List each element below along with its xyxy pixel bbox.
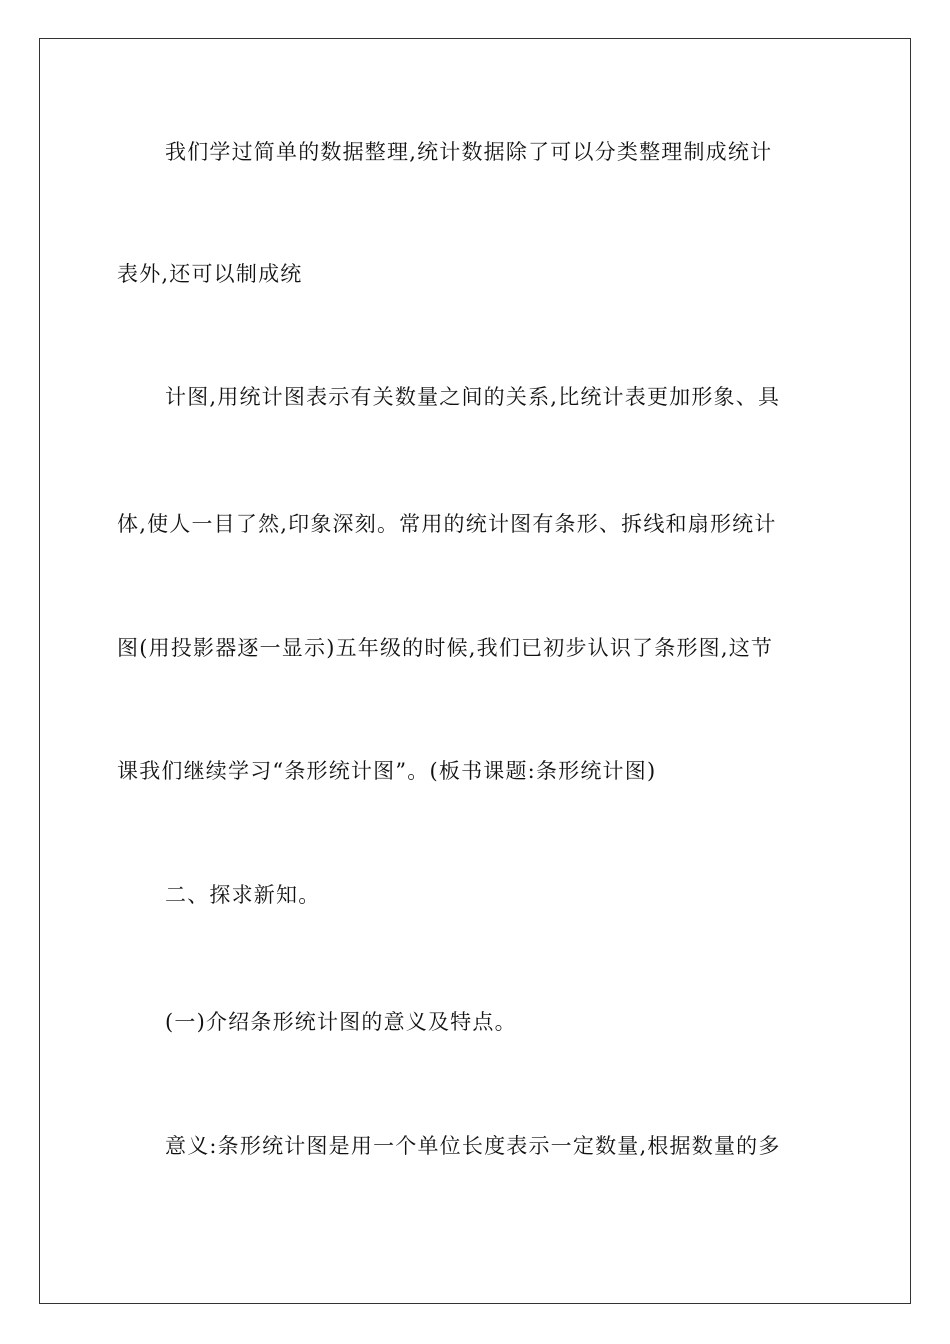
paragraph-line-9: 意义:条形统计图是用一个单位长度表示一定数量,根据数量的多 [165, 1134, 781, 1158]
paragraph-line-4: 体,使人一目了然,印象深刻。常用的统计图有条形、拆线和扇形统计 [117, 512, 777, 536]
subsection-heading: (一)介绍条形统计图的意义及特点。 [165, 1010, 517, 1034]
page-border [39, 38, 911, 1304]
paragraph-line-5: 图(用投影器逐一显示)五年级的时候,我们已初步认识了条形图,这节 [117, 636, 774, 660]
section-heading: 二、探求新知。 [165, 883, 321, 907]
paragraph-line-6: 课我们继续学习“条形统计图”。(板书课题:条形统计图) [117, 759, 657, 783]
paragraph-line-2: 表外,还可以制成统 [117, 262, 303, 286]
paragraph-line-3: 计图,用统计图表示有关数量之间的关系,比统计表更加形象、具 [165, 385, 781, 409]
paragraph-line-1: 我们学过简单的数据整理,统计数据除了可以分类整理制成统计 [165, 140, 773, 164]
